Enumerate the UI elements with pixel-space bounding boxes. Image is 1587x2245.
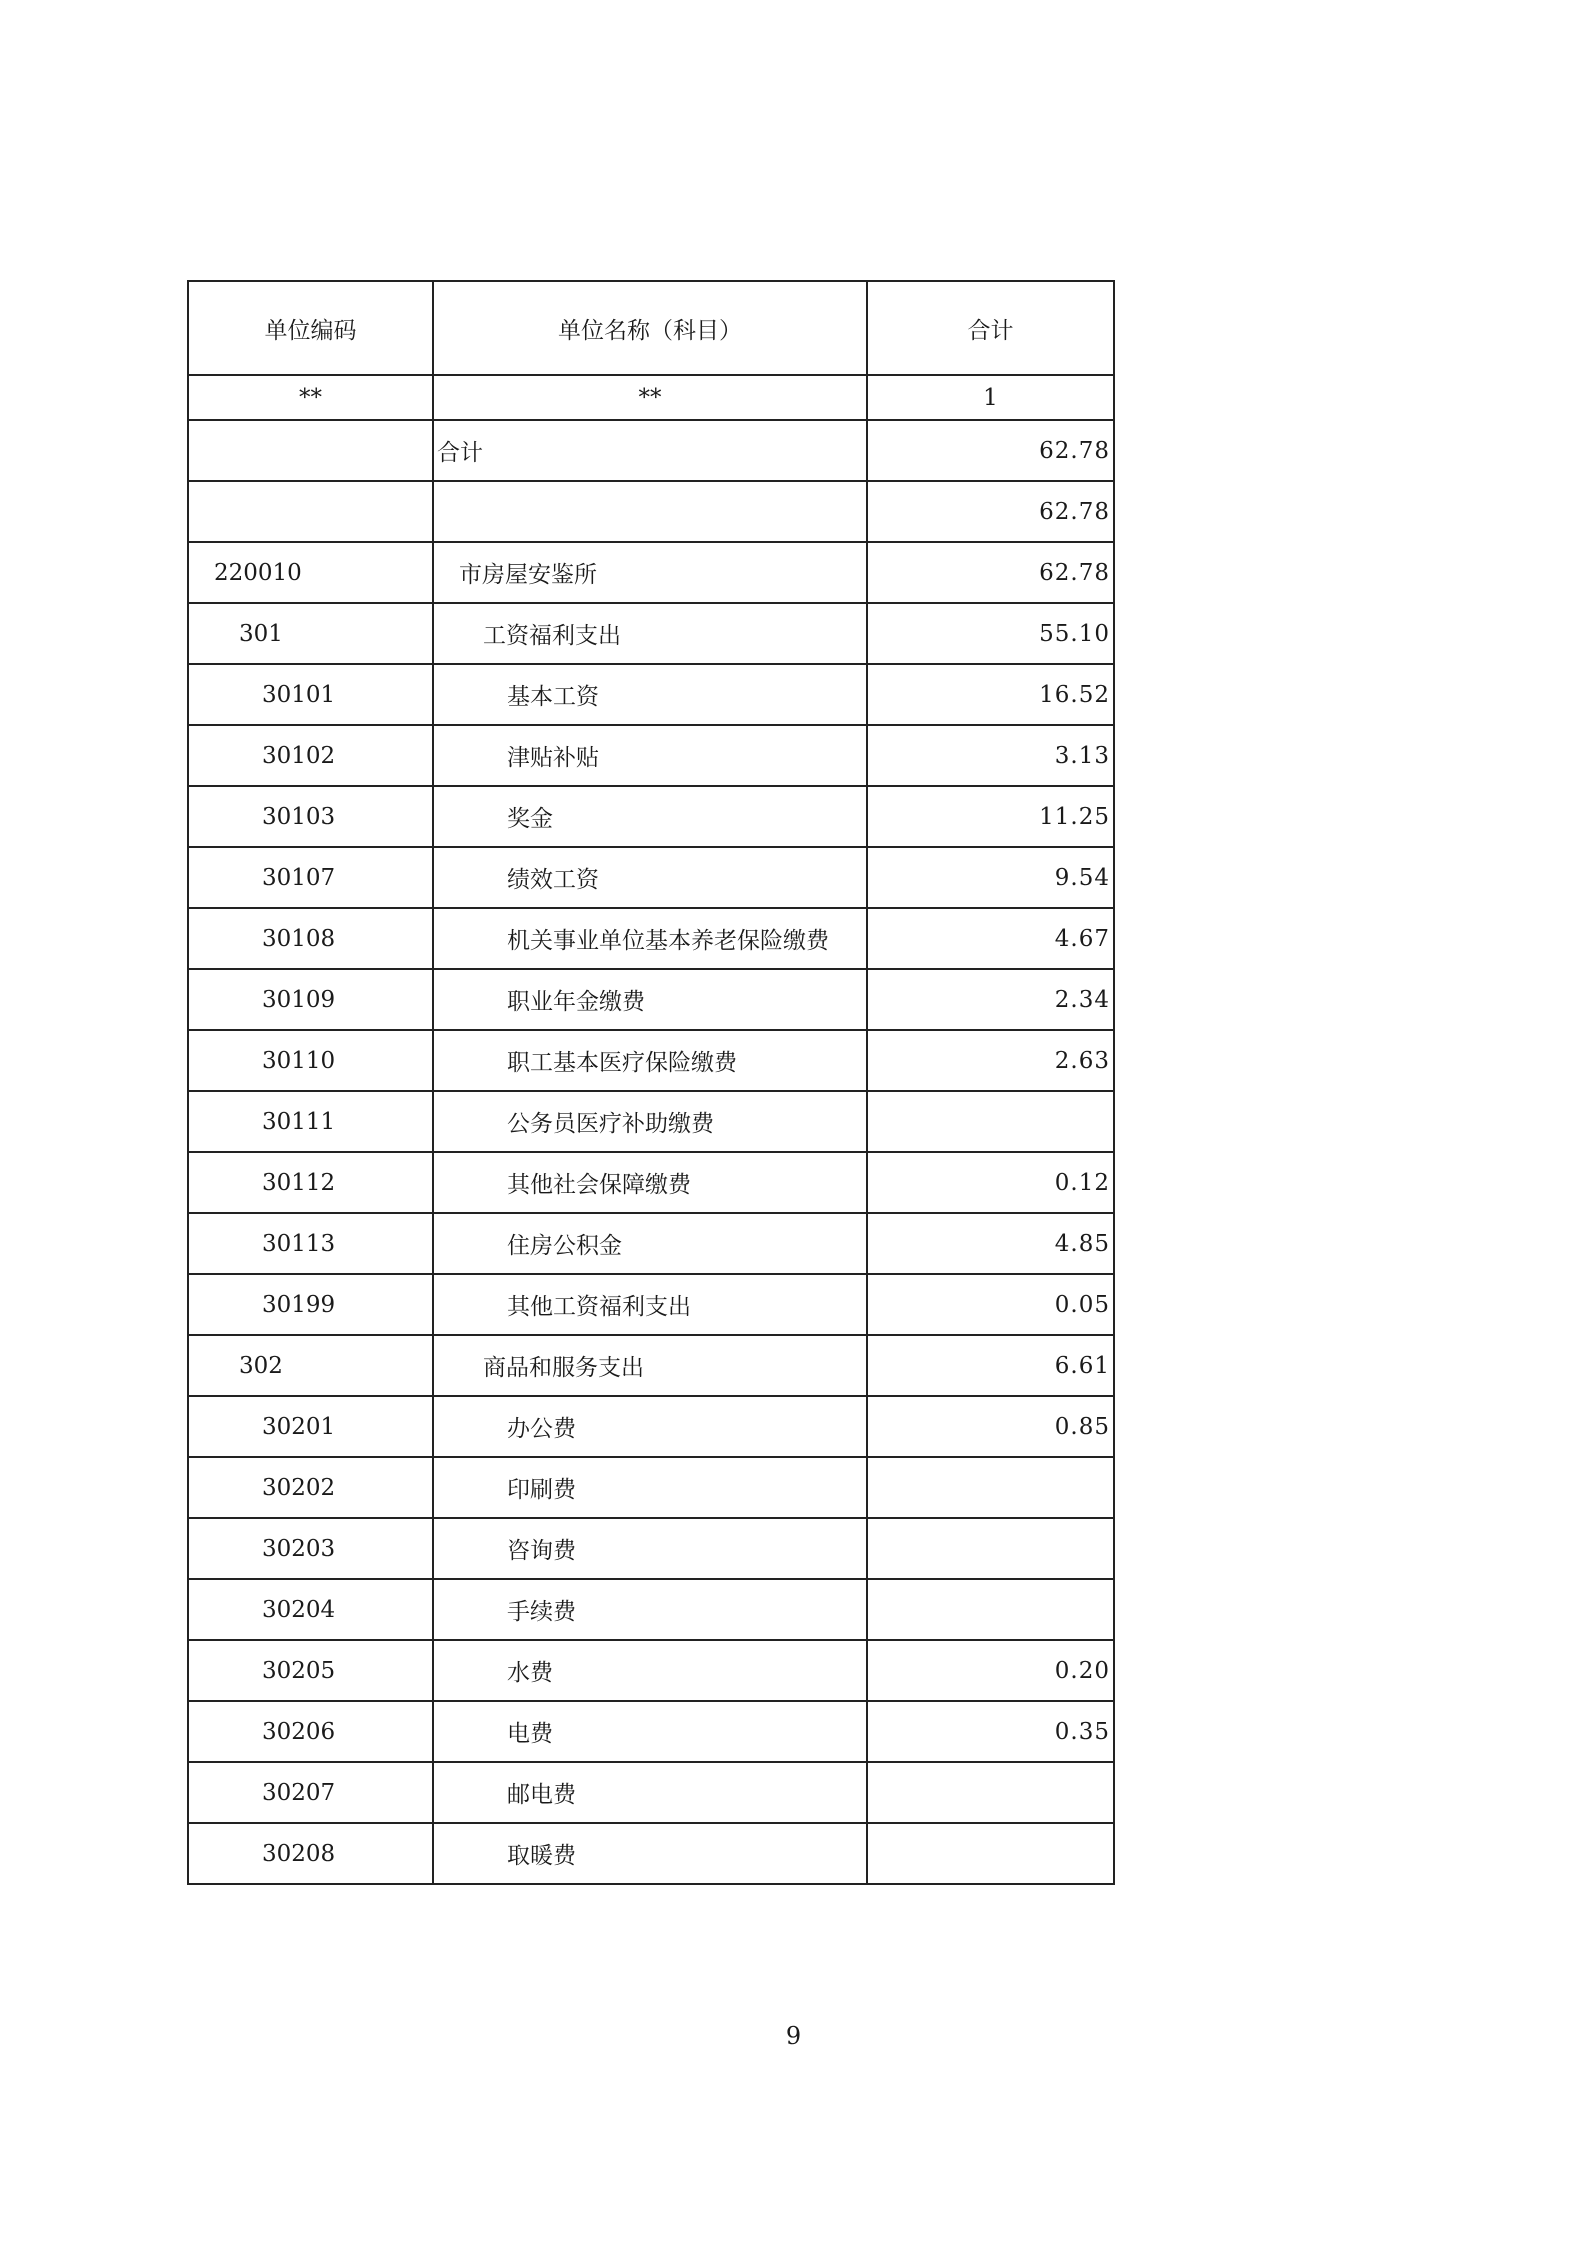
- unit-code-cell: 30103: [188, 786, 433, 847]
- table-body: [188, 281, 1114, 1884]
- unit-name-cell: 办公费: [433, 1396, 867, 1457]
- header-unit-code: 单位编码: [188, 281, 433, 375]
- unit-name-cell: 合计: [433, 420, 867, 481]
- total-cell: [867, 1823, 1114, 1884]
- table-row: [188, 542, 1114, 603]
- table-row: [188, 1457, 1114, 1518]
- total-cell: 2.63: [867, 1030, 1114, 1091]
- unit-name-cell: 水费: [433, 1640, 867, 1701]
- subheader-unit-name: **: [433, 375, 867, 420]
- table-row: [188, 1518, 1114, 1579]
- table-row: [188, 1396, 1114, 1457]
- unit-code-cell: 30199: [188, 1274, 433, 1335]
- table-row: [188, 603, 1114, 664]
- table-row: [188, 1030, 1114, 1091]
- unit-code-cell: 30110: [188, 1030, 433, 1091]
- unit-name-cell: 绩效工资: [433, 847, 867, 908]
- page-number: 9: [785, 2022, 802, 2050]
- total-cell: 0.05: [867, 1274, 1114, 1335]
- unit-name-cell: 其他社会保障缴费: [433, 1152, 867, 1213]
- total-cell: [867, 1579, 1114, 1640]
- table-row: [188, 786, 1114, 847]
- unit-name-cell: 市房屋安鉴所: [433, 542, 867, 603]
- unit-name-cell: 职工基本医疗保险缴费: [433, 1030, 867, 1091]
- total-cell: 0.20: [867, 1640, 1114, 1701]
- unit-name-cell: 奖金: [433, 786, 867, 847]
- table-row: [188, 481, 1114, 542]
- total-cell: [867, 1762, 1114, 1823]
- total-cell: 62.78: [867, 542, 1114, 603]
- unit-name-cell: 电费: [433, 1701, 867, 1762]
- subheader-total: 1: [867, 375, 1114, 420]
- table-row: [188, 1762, 1114, 1823]
- table-row: [188, 420, 1114, 481]
- table-row: [188, 725, 1114, 786]
- total-cell: 2.34: [867, 969, 1114, 1030]
- total-cell: 11.25: [867, 786, 1114, 847]
- header-unit-name: 单位名称（科目）: [433, 281, 867, 375]
- total-cell: 0.85: [867, 1396, 1114, 1457]
- unit-name-cell: 邮电费: [433, 1762, 867, 1823]
- unit-name-cell: 机关事业单位基本养老保险缴费: [433, 908, 867, 969]
- unit-code-cell: 30205: [188, 1640, 433, 1701]
- total-cell: 0.12: [867, 1152, 1114, 1213]
- total-cell: [867, 1518, 1114, 1579]
- unit-name-cell: 商品和服务支出: [433, 1335, 867, 1396]
- unit-code-cell: 30202: [188, 1457, 433, 1518]
- total-cell: 62.78: [867, 481, 1114, 542]
- subheader-unit-code: **: [188, 375, 433, 420]
- unit-name-cell: 基本工资: [433, 664, 867, 725]
- unit-code-cell: 30111: [188, 1091, 433, 1152]
- table-row: [188, 1335, 1114, 1396]
- unit-code-cell: 30107: [188, 847, 433, 908]
- table-row: [188, 1701, 1114, 1762]
- total-cell: 0.35: [867, 1701, 1114, 1762]
- table-row: [188, 1640, 1114, 1701]
- total-cell: 9.54: [867, 847, 1114, 908]
- unit-code-cell: 30208: [188, 1823, 433, 1884]
- unit-code-cell: 220010: [188, 542, 433, 603]
- table-row: [188, 1213, 1114, 1274]
- unit-code-cell: 30201: [188, 1396, 433, 1457]
- total-cell: 3.13: [867, 725, 1114, 786]
- unit-code-cell: 301: [188, 603, 433, 664]
- unit-name-cell: 职业年金缴费: [433, 969, 867, 1030]
- total-cell: 4.85: [867, 1213, 1114, 1274]
- unit-name-cell: 公务员医疗补助缴费: [433, 1091, 867, 1152]
- table-row: [188, 1823, 1114, 1884]
- table-row: [188, 1152, 1114, 1213]
- unit-code-cell: 30101: [188, 664, 433, 725]
- unit-code-cell: 30203: [188, 1518, 433, 1579]
- table-row: [188, 1274, 1114, 1335]
- unit-code-cell: 30102: [188, 725, 433, 786]
- total-cell: 6.61: [867, 1335, 1114, 1396]
- total-cell: [867, 1457, 1114, 1518]
- table-header-row: [188, 281, 1114, 375]
- unit-code-cell: 30109: [188, 969, 433, 1030]
- unit-code-cell: 30207: [188, 1762, 433, 1823]
- unit-name-cell: 津贴补贴: [433, 725, 867, 786]
- table-row: [188, 1579, 1114, 1640]
- table-subheader-row: [188, 375, 1114, 420]
- unit-name-cell: 其他工资福利支出: [433, 1274, 867, 1335]
- unit-name-cell: 印刷费: [433, 1457, 867, 1518]
- unit-code-cell: 302: [188, 1335, 433, 1396]
- table-row: [188, 1091, 1114, 1152]
- unit-code-cell: 30108: [188, 908, 433, 969]
- unit-name-cell: 咨询费: [433, 1518, 867, 1579]
- table-row: [188, 664, 1114, 725]
- header-total: 合计: [867, 281, 1114, 375]
- table-row: [188, 908, 1114, 969]
- unit-code-cell: 30112: [188, 1152, 433, 1213]
- total-cell: 62.78: [867, 420, 1114, 481]
- table-row: [188, 969, 1114, 1030]
- unit-code-cell: [188, 420, 433, 481]
- unit-name-cell: 工资福利支出: [433, 603, 867, 664]
- unit-code-cell: 30206: [188, 1701, 433, 1762]
- unit-name-cell: 取暖费: [433, 1823, 867, 1884]
- budget-table: [187, 280, 1115, 1885]
- table-row: [188, 847, 1114, 908]
- unit-name-cell: [433, 481, 867, 542]
- unit-code-cell: 30204: [188, 1579, 433, 1640]
- unit-code-cell: 30113: [188, 1213, 433, 1274]
- total-cell: 16.52: [867, 664, 1114, 725]
- unit-name-cell: 手续费: [433, 1579, 867, 1640]
- unit-code-cell: [188, 481, 433, 542]
- total-cell: 4.67: [867, 908, 1114, 969]
- unit-name-cell: 住房公积金: [433, 1213, 867, 1274]
- total-cell: [867, 1091, 1114, 1152]
- total-cell: 55.10: [867, 603, 1114, 664]
